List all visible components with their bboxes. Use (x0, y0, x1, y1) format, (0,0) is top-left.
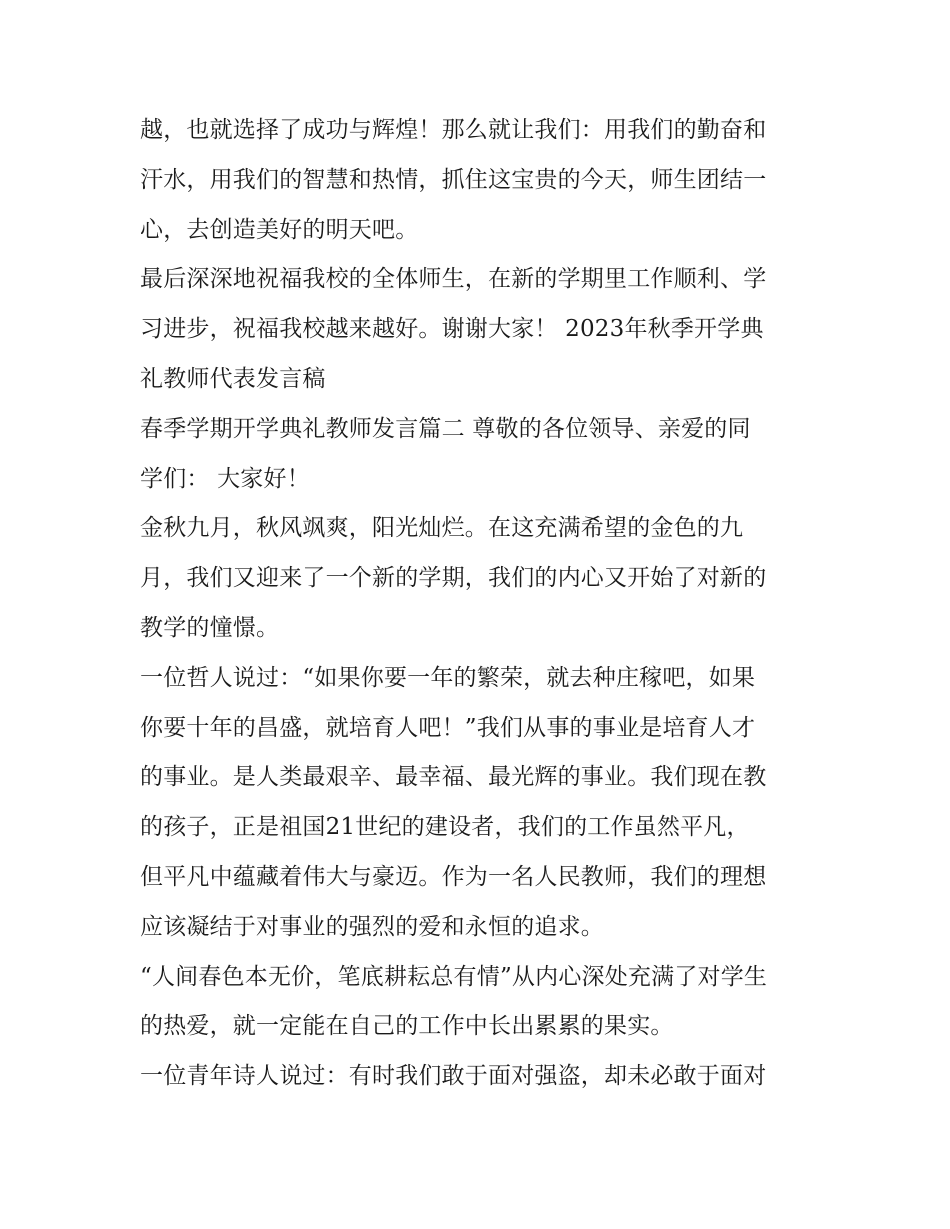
text-line: 最后深深地祝福我校的全体师生，在新的学期里工作顺利、学 (140, 266, 767, 293)
text-line: 一位哲人说过：“如果你要一年的繁荣，就去种庄稼吧，如果 (140, 664, 756, 691)
text-line: 汗水，用我们的智慧和热情，抓住这宝贵的今天，师生团结一 (140, 166, 767, 193)
text-line: 但平凡中蕴藏着伟大与豪迈。作为一名人民教师，我们的理想 (140, 863, 767, 890)
text-line: “人间春色本无价，笔底耕耘总有情”从内心深处充满了对学生 (140, 963, 768, 990)
text-line: 习进步，祝福我校越来越好。谢谢大家！ 2023年秋季开学典 (140, 316, 764, 343)
document-body (140, 106, 820, 1102)
text-line: 教学的憧憬。 (140, 614, 280, 641)
text-line: 心，去创造美好的明天吧。 (140, 216, 419, 243)
text-line: 学们： 大家好！ (140, 465, 310, 492)
text-line: 的热爱，就一定能在自己的工作中长出累累的果实。 (140, 1013, 674, 1040)
text-line: 你要十年的昌盛，就培育人吧！”我们从事的事业是培育人才 (140, 714, 756, 741)
text-line: 春季学期开学典礼教师发言篇二 尊敬的各位领导、亲爱的同 (140, 415, 751, 442)
text-line: 月，我们又迎来了一个新的学期，我们的内心又开始了对新的 (140, 565, 767, 592)
text-line: 一位青年诗人说过：有时我们敢于面对强盗，却未必敢于面对 (140, 1063, 767, 1090)
text-line: 越，也就选择了成功与辉煌！那么就让我们：用我们的勤奋和 (140, 117, 767, 143)
text-line: 的事业。是人类最艰辛、最幸福、最光辉的事业。我们现在教 (140, 764, 767, 791)
text-line: 应该凝结于对事业的强烈的爱和永恒的追求。 (140, 913, 604, 940)
text-line: 礼教师代表发言稿 (140, 365, 326, 392)
text-line: 金秋九月，秋风飒爽，阳光灿烂。在这充满希望的金色的九 (140, 515, 744, 542)
text-line: 的孩子，正是祖国21世纪的建设者，我们的工作虽然平凡， (140, 814, 750, 841)
